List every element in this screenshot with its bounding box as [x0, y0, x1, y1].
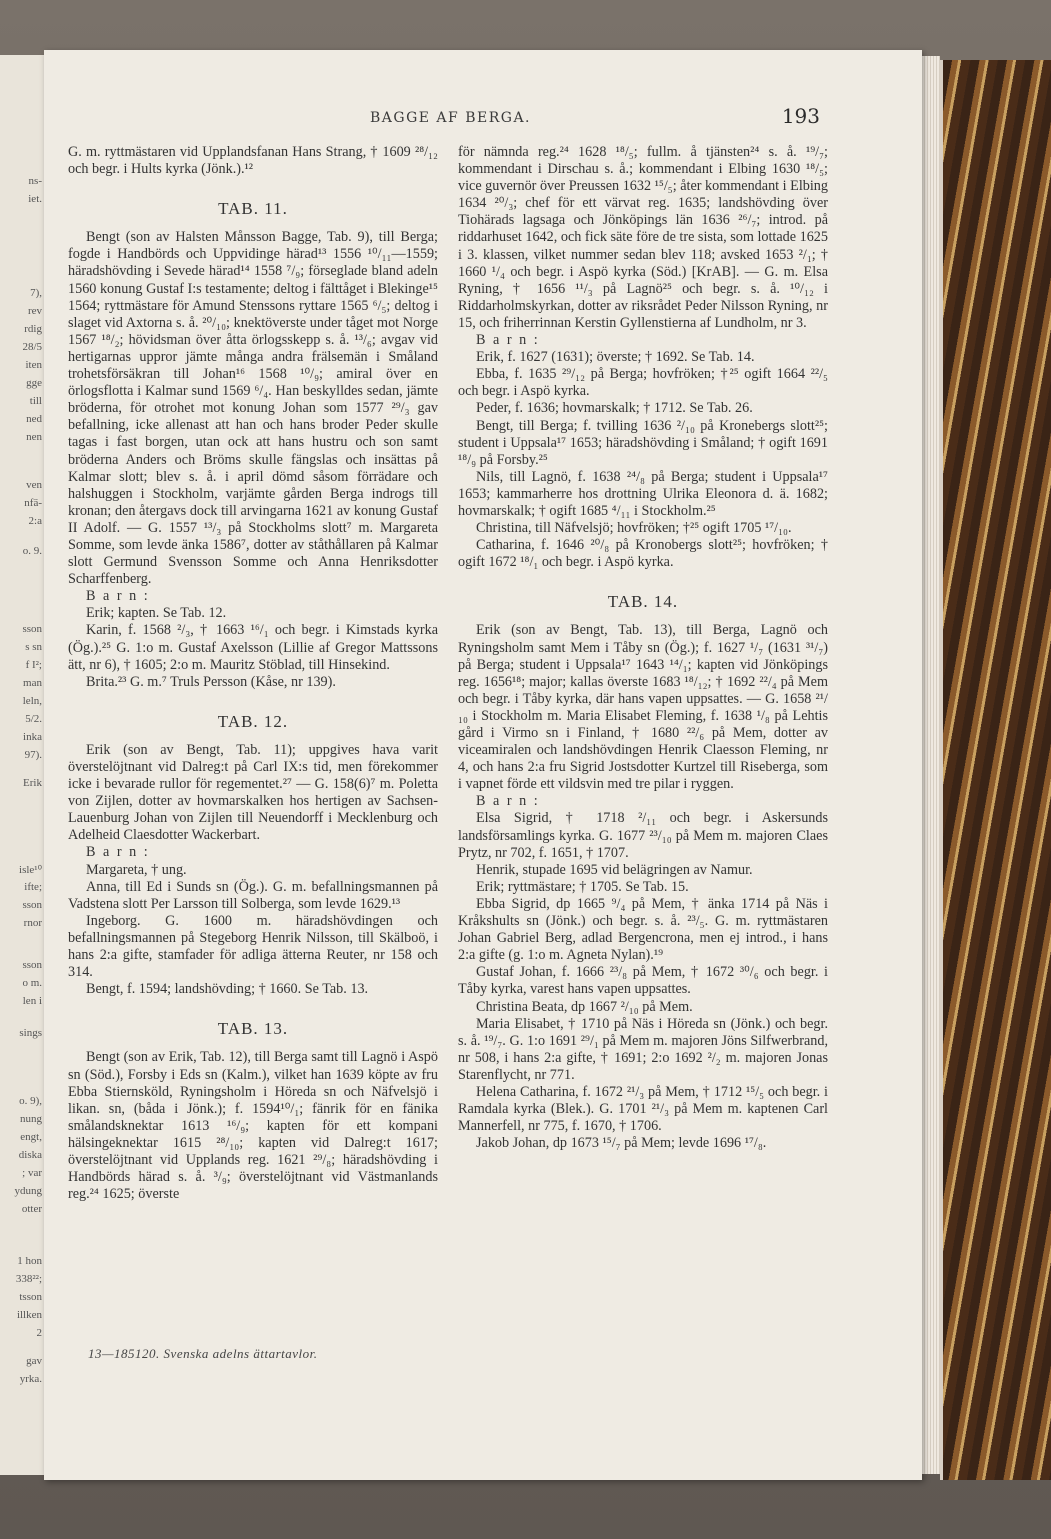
facing-page-text-fragment: ydung — [14, 1185, 42, 1197]
children-label: B a r n : — [476, 793, 540, 810]
facing-page-text-fragment: ifte; — [24, 881, 42, 893]
text-paragraph: Henrik, stupade 1695 vid belägringen av Namur. — [476, 861, 753, 878]
facing-page-text-fragment: leln, — [22, 695, 42, 707]
facing-page-text-fragment: len i — [22, 995, 42, 1007]
text-paragraph: Elsa Sigrid, † 1718 ²/₁₁ och begr. i Askersunds landsförsamlings kyrka. G. 1677 ²³/₁₀ på Mem m. majoren Claes Prytz, nr 702, f. 1651, † 1707. — [458, 810, 828, 861]
facing-page-text-fragment: ns- — [28, 175, 42, 187]
facing-page-text-fragment: isle¹⁰ — [19, 864, 42, 876]
text-paragraph: Peder, f. 1636; hovmarskalk; † 1712. Se Tab. 26. — [476, 400, 753, 417]
facing-page-text-fragment: otter — [21, 1203, 42, 1215]
facing-page-text-fragment: illken — [16, 1309, 42, 1321]
text-paragraph: Ebba, f. 1635 ²⁹/₁₂ på Berga; hovfröken; †²⁵ ogift 1664 ²²/₅ och begr. i Aspö kyrka. — [458, 366, 828, 400]
facing-page-text-fragment: sson — [22, 623, 42, 635]
page-header — [60, 104, 820, 130]
section-heading: TAB. 13. — [217, 1019, 289, 1039]
text-paragraph: Catharina, f. 1646 ²⁰/₈ på Kronobergs slott²⁵; hovfröken; † ogift 1672 ¹⁸/₁ och begr. i Aspö kyrka. — [458, 537, 828, 571]
facing-page-text-fragment: yrka. — [19, 1373, 42, 1385]
text-paragraph: G. m. ryttmästaren vid Upplandsfanan Hans Strang, † 1609 ²⁸/₁₂ och begr. i Hults kyrka (Jönk.).¹² — [68, 144, 438, 178]
facing-page-fragment — [0, 55, 46, 1475]
text-paragraph: Jakob Johan, dp 1673 ¹⁵/₇ på Mem; levde 1696 ¹⁷/₈. — [476, 1135, 767, 1152]
text-paragraph: Ebba Sigrid, dp 1665 ⁹/₄ på Mem, † änka 1714 på Näs i Kråkshults sn (Jönk.) och begr. s. å. ²³/₅. G. m. ryttmästaren Johan Gabriel Berg, adlad Bergencrona, men ej introd., i hans 2:a gifte (g. 1:o m. Agneta Nylan).¹⁹ — [458, 895, 828, 964]
children-label: B a r n : — [86, 844, 150, 861]
facing-page-text-fragment: Erik — [23, 777, 42, 789]
facing-page-text-fragment: rev — [27, 305, 42, 317]
facing-page-text-fragment: 1 hon — [17, 1255, 42, 1267]
text-paragraph: Margareta, † ung. — [86, 861, 187, 878]
text-paragraph: Nils, till Lagnö, f. 1638 ²⁴/₈ på Berga; student i Uppsala¹⁷ 1653; kammarherre hos drottning Ulrika Eleonora d. ä. 1682; hovmarskalk; † ogift 1685 ⁴/₁₁ i Stockholm.²⁵ — [458, 468, 828, 519]
text-paragraph: Bengt (son av Erik, Tab. 12), till Berga samt till Lagnö i Aspö sn (Söd.), Forsby i Eds sn (Kalm.), vilket han 1639 köpte av fru Ebba Stiernsköld, Ryningsholm i Höreda sn och Näfvelsjö i likan. sn, (båda i Jönk.); f. 1594¹⁰/₁; fänrik för en fänika smålandsknektar 1613 ¹⁶/₉; kapten för ett kompani hälsingeknektar 1615 ²⁸/₁₀; kapten vid Dalreg:t 1617; överstelöjtnant vid Upplands reg. 1621 ²⁹/₈; häradshövding i Handbörds härad s. å. ³/₉; överstelöjtnant vid Västmanlands reg.²⁴ 1625; överste — [68, 1049, 438, 1203]
text-paragraph: Helena Catharina, f. 1672 ²¹/₃ på Mem, † 1712 ¹⁵/₅ och begr. i Ramdala kyrka (Blek.). G. 1701 ²¹/₃ på Mem m. kaptenen Carl Mannerfell, nr 775, f. 1670, † 1706. — [458, 1083, 828, 1135]
facing-page-text-fragment: iten — [25, 359, 42, 371]
facing-page-text-fragment: o. 9. — [22, 545, 42, 557]
facing-page-text-fragment: 2:a — [28, 515, 42, 527]
text-paragraph: Bengt (son av Halsten Månsson Bagge, Tab. 9), till Berga; fogde i Handbörds och Uppvidinge härad¹³ 1556 ¹⁰/₁₁—1559; häradshövding i Sevede härad¹⁴ 1558 ⁷/₉; förseglade bland adeln 1560 konung Gustaf I:s testamente; deltog i fälttåget i Blekinge¹⁵ 1564; ryttmästare för Amund Stenssons ryttare 1565 ⁶/₅; deltog i slaget vid Axtorna s. å. ²⁰/₁₀; knektöverste under tåget mot Norge 1567 ¹⁸/₂; hövidsman över åtta örlogsskepp s. å. ¹³/₆; avgav vid hertigarnas uppror jämte många andra frälsemän i Småland trohetsförsäkran till Johan¹⁶ 1568 ¹⁰/₉; amiral över en örlogsflotta i Kalmar sund 1569 ⁶/₄. Han beskylldes sedan, jämte bröderna, för otrohet mot konung Johan som 1577 ²⁹/₃ gav befallning, icke allenast att han och hans broder Peder skulle tagas i fast borgen, utan ock att hans hustru och son samt bröderna Anders och Bröms skulle fängslas och insättas på Kalmar slott; blev s. å. i april dömd såsom förrädare och halshuggen i Stockholm, varjämte gården Berga indrogs till kronan; den återgavs dock till arvingarna 1621 av konung Gustaf II Adolf. — G. 1557 ¹³/₃ på Stockholms slott⁷ m. Margareta Somme, som levde änka 1586⁷, dotter av ståthållaren på Kalmar slott Germund Svensson Somme och Anna Henriksdotter Scharffenberg. — [68, 229, 438, 588]
facing-page-text-fragment: diska — [18, 1149, 42, 1161]
facing-page-text-fragment: sson — [22, 959, 42, 971]
facing-page-text-fragment: 338²²; — [15, 1273, 42, 1285]
left-text-column — [68, 144, 438, 1203]
facing-page-text-fragment: engt, — [20, 1131, 42, 1143]
facing-page-text-fragment: 2 — [36, 1327, 42, 1339]
facing-page-text-fragment: 5/2. — [25, 713, 42, 725]
text-paragraph: Bengt, till Berga; f. tvilling 1636 ²/₁₀ på Kronebergs slott²⁵; student i Uppsala¹⁷ 1653; häradshövding i Småland; † ogift 1691 ¹⁸/₉ på Forsby.²⁵ — [458, 417, 828, 468]
text-paragraph: Erik; kapten. Se Tab. 12. — [86, 605, 227, 622]
facing-page-text-fragment: gge — [26, 377, 42, 389]
facing-page-text-fragment: inka — [23, 731, 42, 743]
running-title: BAGGE AF BERGA. — [370, 110, 532, 126]
text-paragraph: Brita.²³ G. m.⁷ Truls Persson (Kåse, nr 139). — [86, 673, 336, 690]
facing-page-text-fragment: s sn — [25, 641, 42, 653]
text-paragraph: Ingeborg. G. 1600 m. häradshövdingen och befallningsmannen på Stegeborg Henrik Nilsson, till Skälboö, i hans 2:a gifte, stamfader för adliga ätterna Reuter, nr 158 och 314. — [68, 912, 438, 981]
text-paragraph: Erik; ryttmästare; † 1705. Se Tab. 15. — [476, 878, 689, 895]
section-heading: TAB. 14. — [607, 592, 679, 612]
facing-page-text-fragment: ; var — [22, 1167, 42, 1179]
facing-page-text-fragment: rdig — [24, 323, 42, 335]
facing-page-text-fragment: ven — [26, 479, 42, 491]
text-paragraph: Christina, till Näfvelsjö; hovfröken; †²⁵ ogift 1705 ¹⁷/₁₀. — [476, 520, 792, 537]
facing-page-text-fragment: f I²; — [25, 659, 42, 671]
text-paragraph: Erik (son av Bengt, Tab. 13), till Berga, Lagnö och Ryningsholm samt Mem i Tåby sn (Ög.); f. 1627 ¹/₇ (1631 ³¹/₇) på Berga; student i Uppsala¹⁷ 1643 ¹⁴/₁; kapten vid Jönköpings reg. 1656¹⁸; major; kallas överste 1683 ¹⁸/₁₂; † 1692 ²²/₄ på Mem och begr. i Tåby kyrka, där hans vapen uppsattes. — G. 1658 ²¹/₁₀ i Stockholm m. Maria Elisabet Fleming, f. 1638 ¹/₈ på Lehtis gård i Virmo sn i Finland, † 1680 ²²/₆ på Mem, dotter av viceamiralen och landshövdingen Henrik Claesson Fleming, nr 4, och hans 2:a fru Sigrid Jostsdotter Kurtzel till Riseberga, som i vapnet förde ett vildsvin med tre pilar i ryggen. — [458, 622, 828, 793]
facing-page-text-fragment: nung — [20, 1113, 42, 1125]
text-paragraph: Bengt, f. 1594; landshövding; † 1660. Se Tab. 13. — [86, 981, 369, 998]
facing-page-text-fragment: ned — [26, 413, 42, 425]
facing-page-text-fragment: man — [23, 677, 42, 689]
page-stack-edge — [922, 56, 940, 1474]
facing-page-text-fragment: nfä- — [24, 497, 42, 509]
facing-page-text-fragment: 7), — [30, 287, 42, 299]
facing-page-text-fragment: 97). — [24, 749, 42, 761]
text-paragraph: Christina Beata, dp 1667 ²/₁₀ på Mem. — [476, 998, 693, 1015]
facing-page-text-fragment: nen — [26, 431, 42, 443]
facing-page-text-fragment: rnor — [23, 917, 42, 929]
text-paragraph: Gustaf Johan, f. 1666 ²³/₈ på Mem, † 1672 ³⁰/₆ och begr. i Tåby kyrka, varest hans vapen uppsattes. — [458, 964, 828, 998]
facing-page-text-fragment: o m. — [22, 977, 42, 989]
text-paragraph: Karin, f. 1568 ²/₃, † 1663 ¹⁶/₁ och begr. i Kimstads kyrka (Ög.).²⁵ G. 1:o m. Gustaf Axelsson (Lillie af Gregor Mattssons ätt, nr 6), † 1605; 2:o m. Mauritz Stöblad, till Hinsekind. — [68, 622, 438, 673]
facing-page-text-fragment: tsson — [19, 1291, 42, 1303]
section-heading: TAB. 12. — [217, 711, 289, 731]
facing-page-text-fragment: till — [29, 395, 42, 407]
section-heading: TAB. 11. — [218, 199, 288, 219]
page-footer: 13—185120. Svenska adelns ättartavlor. — [88, 1346, 318, 1361]
facing-page-text-fragment: sson — [22, 899, 42, 911]
facing-page-text-fragment: gav — [26, 1355, 42, 1367]
right-text-column — [458, 144, 828, 1152]
text-paragraph: för nämnda reg.²⁴ 1628 ¹⁸/₅; fullm. å tjänsten²⁴ s. å. ¹⁹/₇; kommendant i Dirschau s. å.; kommendant i Elbing 1630 ¹⁸/₅; vice guvernör över Preussen 1632 ¹⁵/₅; åter kommendant i Elbing 1634 ²⁰/₃; chef för ett värvat reg. 1635; landshövding över Tiohärads lagsaga och Jönköpings län 1636 ²⁶/₇; introd. på riddarhuset 1642, och fick säte före de tre sista, som lottade 1625 i 3. klassen, vilket nummer sedan blev 118; avsked 1653 ²/₁; † 1660 ¹/₄ och begr. i Aspö kyrka (Söd.) [KrAB]. — G. m. Elsa Ryning, † 1656 ¹¹/₃ på Lagnö²⁵ och begr. s. å. ¹⁰/₁₂ i Riddarholmskyrkan, dotter av riksrådet Peder Nilsson Ryning, nr 15, och friherrinnan Kerstin Gyllenstierna af Lundholm, nr 3. — [458, 144, 828, 331]
text-paragraph: Maria Elisabet, † 1710 på Näs i Höreda sn (Jönk.) och begr. s. å. ¹⁹/₇. G. 1:o 1691 ²⁹/₁ på Mem m. majoren Jöns Silfwerbrand, nr 508, i hans 2:a gifte, † 1691; 2:o 1692 ²/₂ m. majoren Jonas Starenflycht, nr 771. — [458, 1015, 828, 1083]
page-number: 193 — [781, 104, 820, 128]
text-paragraph: Erik, f. 1627 (1631); överste; † 1692. Se Tab. 14. — [476, 349, 755, 366]
book-cover-edge — [940, 60, 1051, 1480]
text-paragraph: Erik (son av Bengt, Tab. 11); uppgives hava varit överstelöjtnant vid Dalreg:t på Carl IX:s tid, men förekommer icke i bevarade rullor för regementet.²⁷ — G. 158(6)⁷ m. Poletta von Zijlen, dotter av hovmarskalken hos hertigen av Sachsen-Lauenburg Johan von Zijlen till Neuendorff i Mecklenburg och Adelheid Claesdotter Wackerbart. — [68, 741, 438, 844]
facing-page-text-fragment: iet. — [28, 193, 42, 205]
facing-page-text-fragment: sings — [19, 1027, 42, 1039]
facing-page-text-fragment: o. 9), — [19, 1095, 42, 1107]
children-label: B a r n : — [476, 332, 540, 349]
text-paragraph: Anna, till Ed i Sunds sn (Ög.). G. m. befallningsmannen på Vadstena slott Per Larsson till Solberga, som levde 1629.¹³ — [68, 878, 438, 912]
children-label: B a r n : — [86, 588, 150, 605]
facing-page-text-fragment: 28/5 — [22, 341, 42, 353]
